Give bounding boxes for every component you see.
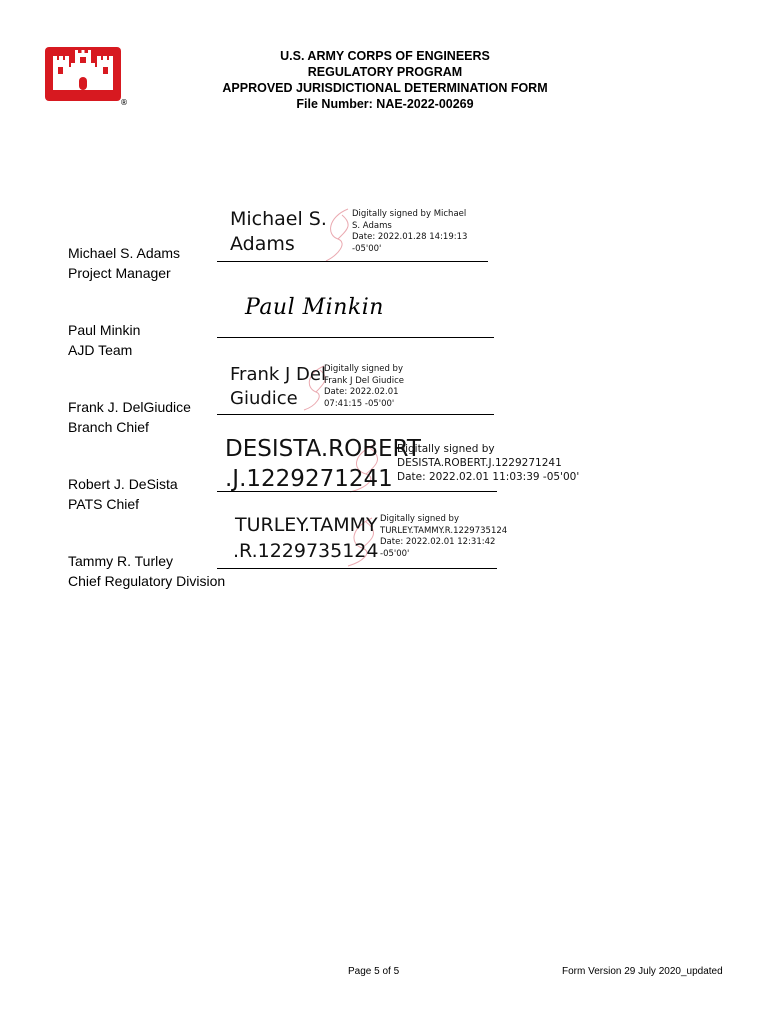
signatory-title: Chief Regulatory Division: [68, 572, 226, 589]
signature-detail-line: Date: 2022.02.01 11:03:39 -05'00': [397, 471, 580, 483]
signature-detail-line: Digitally signed by: [324, 364, 403, 374]
signature-detail-line: Digitally signed by Michael: [352, 209, 467, 219]
signature-line: [217, 261, 488, 262]
header-agency: U.S. ARMY CORPS OF ENGINEERS: [280, 49, 490, 63]
signature-name-line: Giudice: [230, 388, 298, 409]
signature-detail-line: 07:41:15 -05'00': [324, 398, 395, 409]
page-number: Page 5 of 5: [348, 966, 400, 977]
signature-detail-line: Digitally signed by: [380, 514, 459, 524]
signature-line: [217, 491, 497, 492]
digital-signature-adams: [230, 207, 327, 257]
registered-mark: ®: [120, 98, 128, 107]
signature-detail-line: Digitally signed by: [397, 443, 495, 455]
signature-line: [217, 568, 497, 569]
signature-detail-line: Date: 2022.02.01: [324, 387, 399, 397]
signature-line: [217, 414, 494, 415]
signature-detail-line: Frank J Del Giudice: [324, 375, 405, 386]
header-program: REGULATORY PROGRAM: [307, 65, 463, 79]
signature-name-line: .R.1229735124: [233, 540, 379, 562]
signature-detail-line: -05'00': [352, 243, 382, 254]
signature-detail-line: S. Adams: [352, 220, 392, 231]
signature-detail-line: TURLEY.TAMMY.R.1229735124: [380, 525, 508, 536]
signatory-name: Frank J. DelGiudice: [68, 399, 191, 415]
handwritten-signature-minkin: Paul Minkin: [245, 295, 384, 320]
signatory-name: Michael S. Adams: [68, 245, 181, 261]
form-version: Form Version 29 July 2020_updated: [562, 966, 723, 977]
signatory-label-delgiudice: [68, 398, 191, 437]
signature-detail-line: -05'00': [380, 548, 410, 559]
header-form-title: APPROVED JURISDICTIONAL DETERMINATION FORM: [222, 81, 548, 95]
digital-signature-desista: [225, 434, 421, 494]
signatory-title: PATS Chief: [68, 495, 140, 512]
signature-details-turley: [380, 514, 507, 560]
header-file-number: File Number: NAE-2022-00269: [296, 97, 474, 111]
digital-signature-turley: [235, 512, 379, 564]
signatory-title: AJD Team: [68, 341, 133, 358]
signature-name-line: Michael S.: [230, 208, 327, 230]
signatory-title: Branch Chief: [68, 418, 149, 435]
signature-name-line: TURLEY.TAMMY: [235, 514, 378, 536]
signature-name-line: DESISTA.ROBERT: [225, 436, 421, 462]
signature-name-line: Frank J Del: [230, 364, 326, 385]
signatory-label-desista: [68, 475, 178, 514]
signatory-label-minkin: [68, 321, 140, 360]
signature-detail-line: DESISTA.ROBERT.J.1229271241: [397, 457, 562, 469]
signatory-label-adams: [68, 244, 180, 283]
signatory-label-turley: [68, 552, 225, 591]
signature-name-line: .J.1229271241: [225, 466, 393, 492]
signature-line: [217, 337, 494, 338]
signature-details-adams: [352, 209, 467, 255]
digital-signature-delgiudice: [230, 363, 326, 411]
form-header: [190, 48, 580, 112]
castle-logo-icon: [45, 47, 121, 101]
signatory-name: Robert J. DeSista: [68, 476, 178, 492]
signature-detail-line: Date: 2022.02.01 12:31:42: [380, 537, 496, 547]
signatory-title: Project Manager: [68, 264, 171, 281]
signature-details-desista: [397, 442, 579, 484]
signature-details-delgiudice: [324, 364, 404, 410]
signature-detail-line: Date: 2022.01.28 14:19:13: [352, 232, 468, 242]
signature-name-line: Adams: [230, 233, 295, 255]
signatory-name: Paul Minkin: [68, 322, 141, 338]
signatory-name: Tammy R. Turley: [68, 553, 174, 569]
